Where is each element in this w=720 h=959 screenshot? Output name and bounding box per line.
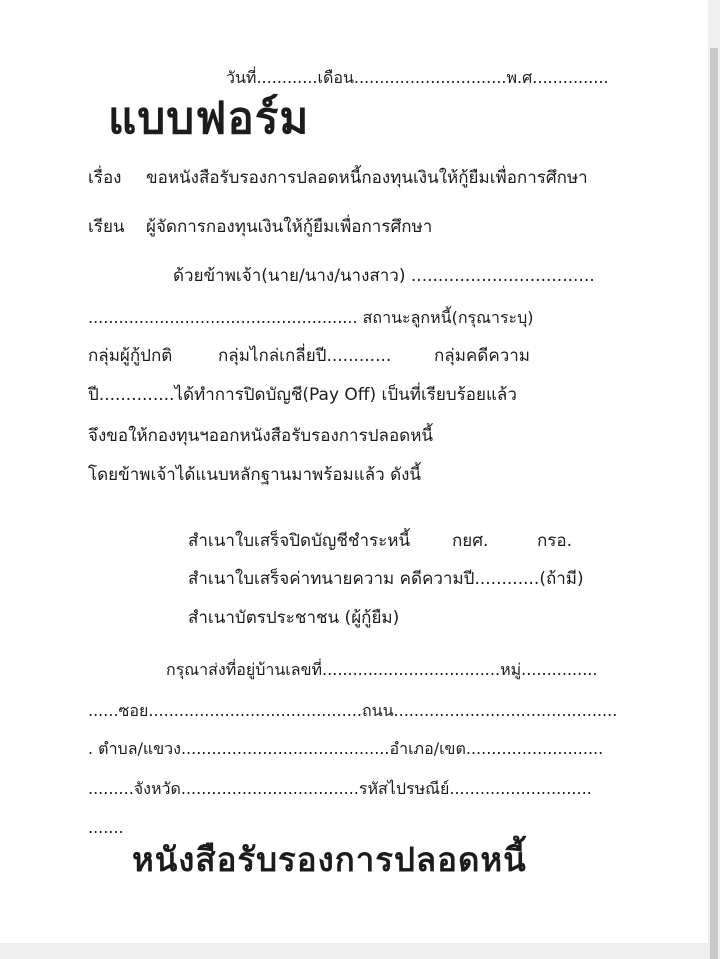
- address-line-street: ......ซอย..........................................ถนน............................................: [88, 701, 618, 720]
- attachment-lawyer-fee: สำเนาใบเสร็จค่าทนายความ คดีความปี............(ถ้ามี): [188, 569, 584, 589]
- attachment-option-kyosor: กยศ.: [452, 531, 489, 551]
- status-option-mediation: กลุ่มไกล่เกลี่ยปี............: [218, 346, 392, 366]
- attachment-id-card: สำเนาบัตรประชาชน (ผู้กู้ยืม): [188, 608, 400, 628]
- status-option-normal: กลุ่มผู้กู้ปกติ: [88, 346, 173, 366]
- subject-text: ขอหนังสือรับรองการปลอดหนี้กองทุนเงินให้กู้ยืมเพื่อการศึกษา: [146, 168, 588, 188]
- payoff-line: ปี..............ได้ทำการปิดบัญชี(Pay Off) เป็นที่เรียบร้อยแล้ว: [88, 385, 517, 405]
- address-line-province: .........จังหวัด...................................รหัสไปรษณีย์............................: [88, 779, 592, 798]
- request-line: จึงขอให้กองทุนฯออกหนังสือรับรองการปลอดหนี้: [88, 426, 434, 446]
- address-line-extra: .......: [88, 818, 124, 837]
- to-label: เรียน: [88, 217, 125, 237]
- footer-title: หนังสือรับรองการปลอดหนี้: [132, 840, 527, 879]
- status-option-lawsuit: กลุ่มคดีความ: [434, 346, 530, 366]
- address-line-house: กรุณาส่งที่อยู่บ้านเลขที่...................................หมู่...............: [166, 660, 598, 679]
- subject-label: เรื่อง: [88, 168, 122, 188]
- attachment-option-koror: กรอ.: [537, 531, 573, 551]
- form-label: แบบฟอร์ม: [108, 93, 310, 144]
- status-line: ..................................................... สถานะลูกหนี้(กรุณาระบุ): [88, 308, 534, 327]
- date-line: วันที่............เดือน..............................พ.ศ...............: [226, 68, 609, 87]
- address-line-district: . ตำบล/แขวง.........................................อำเภอ/เขต...........................: [88, 739, 604, 758]
- attachment-receipt: สำเนาใบเสร็จปิดบัญชีชำระหนี้: [188, 531, 411, 551]
- attachment-intro-line: โดยข้าพเจ้าได้แนบหลักฐานมาพร้อมแล้ว ดังนี้: [88, 465, 422, 485]
- to-text: ผู้จัดการกองทุนเงินให้กู้ยืมเพื่อการศึกษา: [146, 217, 433, 237]
- applicant-line: ด้วยข้าพเจ้า(นาย/นาง/นางสาว) ..................................: [173, 266, 595, 286]
- scrollbar[interactable]: [710, 48, 718, 959]
- page-edge-bottom: [0, 943, 708, 959]
